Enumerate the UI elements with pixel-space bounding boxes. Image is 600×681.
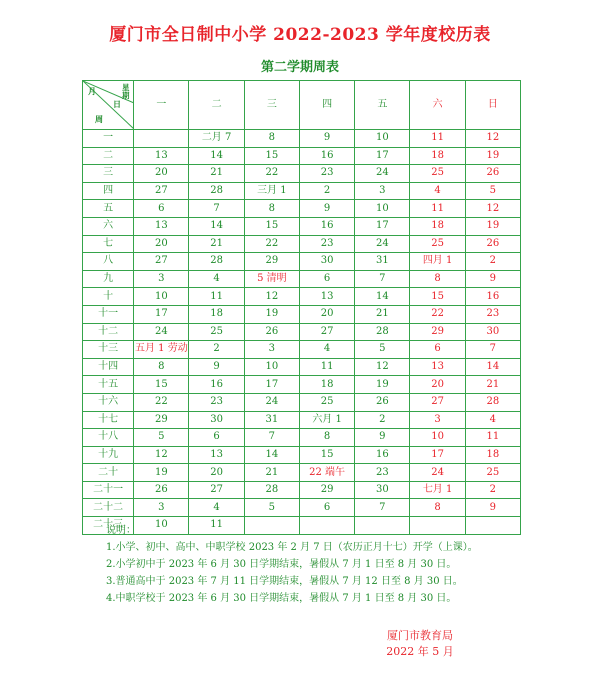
day-cell: 27: [189, 481, 244, 499]
day-cell: 16: [299, 217, 354, 235]
day-cell: 5: [465, 182, 520, 200]
day-cell: 13: [189, 446, 244, 464]
day-cell: 5: [134, 429, 189, 447]
day-cell: 三月 1: [244, 182, 299, 200]
day-cell: 11: [410, 200, 465, 218]
week-row: [83, 235, 521, 253]
day-cell: 七月 1: [410, 481, 465, 499]
week-number-cell: 十七: [83, 411, 134, 429]
day-cell: 8: [299, 429, 354, 447]
day-cell: 23: [299, 235, 354, 253]
day-cell: 21: [189, 165, 244, 183]
day-cell: 24: [355, 235, 410, 253]
day-cell: 10: [355, 130, 410, 148]
day-cell: 5 清明: [244, 270, 299, 288]
week-row: [83, 411, 521, 429]
week-row: [83, 376, 521, 394]
day-cell: 14: [355, 288, 410, 306]
day-cell: 5: [355, 341, 410, 359]
day-cell: 29: [410, 323, 465, 341]
weekday-header-sun: 日: [465, 81, 520, 130]
weekday-header-wed: 三: [244, 81, 299, 130]
day-cell: 28: [355, 323, 410, 341]
day-cell: 8: [134, 358, 189, 376]
notes-heading: 说明：: [106, 525, 136, 536]
day-cell: 17: [244, 376, 299, 394]
day-cell: 8: [410, 499, 465, 517]
day-cell: 4: [189, 270, 244, 288]
day-cell: 21: [465, 376, 520, 394]
day-cell: 9: [465, 270, 520, 288]
day-cell: 二月 7: [189, 130, 244, 148]
week-number-cell: 七: [83, 235, 134, 253]
day-cell: 25: [465, 464, 520, 482]
week-number-cell: 十: [83, 288, 134, 306]
week-row: [83, 182, 521, 200]
week-number-cell: 二十一: [83, 481, 134, 499]
week-number-cell: 十三: [83, 341, 134, 359]
day-cell: 26: [244, 323, 299, 341]
day-cell: 3: [134, 270, 189, 288]
day-cell: 22: [244, 235, 299, 253]
day-cell: 9: [465, 499, 520, 517]
day-cell: 15: [244, 217, 299, 235]
week-number-cell: 三: [83, 165, 134, 183]
calendar-header-row: [83, 81, 521, 130]
day-cell: 6: [299, 499, 354, 517]
week-row: [83, 341, 521, 359]
day-cell: 10: [355, 200, 410, 218]
day-cell: 18: [189, 305, 244, 323]
day-cell: 13: [299, 288, 354, 306]
week-number-cell: 四: [83, 182, 134, 200]
week-number-cell: 十四: [83, 358, 134, 376]
signature-date: 2022 年 5 月: [386, 645, 454, 658]
week-row: [83, 323, 521, 341]
day-cell: 19: [465, 217, 520, 235]
note-item: 1.小学、初中、高中、中职学校 2023 年 2 月 7 日（农历正月十七）开学（上课）。: [106, 542, 478, 553]
corner-label-month: 月: [88, 86, 96, 96]
week-row: [83, 429, 521, 447]
week-row: [83, 253, 521, 271]
day-cell: 16: [465, 288, 520, 306]
week-number-cell: 十八: [83, 429, 134, 447]
day-cell: 22: [410, 305, 465, 323]
day-cell: 7: [189, 200, 244, 218]
day-cell: 18: [299, 376, 354, 394]
day-cell: 20: [189, 464, 244, 482]
day-cell: 10: [410, 429, 465, 447]
page-title: 厦门市全日制中小学 2022-2023 学年度校历表: [109, 25, 491, 45]
week-row: [83, 147, 521, 165]
day-cell: 16: [355, 446, 410, 464]
day-cell: 16: [299, 147, 354, 165]
week-row: [83, 358, 521, 376]
week-number-cell: 八: [83, 253, 134, 271]
day-cell: 27: [299, 323, 354, 341]
day-cell: 24: [355, 165, 410, 183]
page-subtitle: 第二学期周表: [260, 60, 339, 75]
signature-org: 厦门市教育局: [387, 629, 453, 642]
day-cell: 10: [244, 358, 299, 376]
day-cell: 23: [299, 165, 354, 183]
week-row: [83, 481, 521, 499]
day-cell: 9: [355, 429, 410, 447]
day-cell: 19: [355, 376, 410, 394]
day-cell: 14: [189, 217, 244, 235]
note-item: 3.普通高中于 2023 年 7 月 11 日学期结束，暑假从 7 月 12 日至 8 月 30 日。: [106, 576, 463, 587]
day-cell: 30: [189, 411, 244, 429]
weekday-header-fri: 五: [355, 81, 410, 130]
day-cell: 31: [244, 411, 299, 429]
calendar-body: [83, 130, 521, 535]
day-cell: 28: [189, 253, 244, 271]
week-row: [83, 393, 521, 411]
day-cell: 4: [465, 411, 520, 429]
day-cell: 12: [244, 288, 299, 306]
week-number-cell: 二十: [83, 464, 134, 482]
day-cell: 24: [244, 393, 299, 411]
day-cell: 2: [465, 253, 520, 271]
day-cell: 2: [189, 341, 244, 359]
day-cell: 六月 1: [299, 411, 354, 429]
day-cell: [134, 130, 189, 148]
day-cell: 12: [465, 130, 520, 148]
day-cell: 3: [355, 182, 410, 200]
day-cell: 25: [410, 235, 465, 253]
week-number-cell: 十六: [83, 393, 134, 411]
week-row: [83, 305, 521, 323]
day-cell: 3: [410, 411, 465, 429]
day-cell: 22: [134, 393, 189, 411]
day-cell: 28: [189, 182, 244, 200]
day-cell: 14: [244, 446, 299, 464]
note-item: 4.中职学校于 2023 年 6 月 30 日学期结束，暑假从 7 月 1 日至 8 月 30 日。: [106, 593, 457, 604]
day-cell: 17: [410, 446, 465, 464]
day-cell: 五月 1 劳动: [134, 341, 189, 359]
day-cell: 6: [410, 341, 465, 359]
day-cell: 19: [244, 305, 299, 323]
weekday-header-mon: 一: [134, 81, 189, 130]
day-cell: 26: [355, 393, 410, 411]
day-cell: 23: [465, 305, 520, 323]
day-cell: 14: [189, 147, 244, 165]
notes-section: [106, 522, 576, 607]
day-cell: 27: [410, 393, 465, 411]
day-cell: 5: [244, 499, 299, 517]
day-cell: 11: [189, 288, 244, 306]
day-cell: 12: [355, 358, 410, 376]
day-cell: 13: [134, 217, 189, 235]
day-cell: 22 端午: [299, 464, 354, 482]
day-cell: 9: [189, 358, 244, 376]
day-cell: 25: [299, 393, 354, 411]
weekday-header-tue: 二: [189, 81, 244, 130]
day-cell: 20: [410, 376, 465, 394]
week-number-cell: 二十三: [83, 517, 134, 535]
day-cell: 6: [299, 270, 354, 288]
day-cell: 22: [244, 165, 299, 183]
day-cell: 21: [244, 464, 299, 482]
day-cell: 27: [134, 182, 189, 200]
day-cell: 21: [355, 305, 410, 323]
day-cell: 4: [189, 499, 244, 517]
day-cell: 6: [189, 429, 244, 447]
week-row: [83, 270, 521, 288]
day-cell: 10: [134, 288, 189, 306]
day-cell: 15: [244, 147, 299, 165]
day-cell: 23: [355, 464, 410, 482]
day-cell: 13: [134, 147, 189, 165]
day-cell: 28: [465, 393, 520, 411]
day-cell: 20: [299, 305, 354, 323]
week-number-cell: 五: [83, 200, 134, 218]
day-cell: 13: [410, 358, 465, 376]
day-cell: 4: [410, 182, 465, 200]
week-number-cell: 二: [83, 147, 134, 165]
day-cell: 11: [465, 429, 520, 447]
week-number-cell: 六: [83, 217, 134, 235]
week-row: [83, 499, 521, 517]
day-cell: 12: [465, 200, 520, 218]
day-cell: 20: [134, 165, 189, 183]
week-row: [83, 288, 521, 306]
day-cell: 26: [134, 481, 189, 499]
day-cell: 9: [299, 200, 354, 218]
day-cell: 2: [299, 182, 354, 200]
day-cell: 19: [134, 464, 189, 482]
day-cell: 8: [244, 130, 299, 148]
day-cell: 20: [134, 235, 189, 253]
day-cell: 14: [465, 358, 520, 376]
calendar-table: [82, 80, 521, 535]
week-row: [83, 217, 521, 235]
day-cell: 17: [355, 147, 410, 165]
day-cell: 25: [410, 165, 465, 183]
day-cell: 19: [465, 147, 520, 165]
week-number-cell: 一: [83, 130, 134, 148]
corner-label-day: 日: [113, 99, 121, 109]
day-cell: 10: [134, 517, 189, 535]
week-row: [83, 446, 521, 464]
day-cell: 29: [244, 253, 299, 271]
day-cell: 26: [465, 165, 520, 183]
day-cell: 7: [244, 429, 299, 447]
day-cell: 9: [299, 130, 354, 148]
day-cell: 四月 1: [410, 253, 465, 271]
day-cell: 7: [355, 499, 410, 517]
week-number-cell: 十五: [83, 376, 134, 394]
day-cell: 15: [299, 446, 354, 464]
day-cell: 30: [465, 323, 520, 341]
day-cell: 30: [355, 481, 410, 499]
day-cell: 8: [244, 200, 299, 218]
day-cell: 7: [465, 341, 520, 359]
day-cell: 18: [410, 217, 465, 235]
week-row: [83, 464, 521, 482]
week-row: [83, 200, 521, 218]
day-cell: 24: [134, 323, 189, 341]
week-number-cell: 十一: [83, 305, 134, 323]
day-cell: 2: [355, 411, 410, 429]
weekday-header-thu: 四: [299, 81, 354, 130]
day-cell: 25: [189, 323, 244, 341]
day-cell: 18: [465, 446, 520, 464]
day-cell: 26: [465, 235, 520, 253]
corner-label-week: 周: [95, 114, 103, 124]
day-cell: 4: [299, 341, 354, 359]
day-cell: 8: [410, 270, 465, 288]
weekday-header-sat: 六: [410, 81, 465, 130]
day-cell: 23: [189, 393, 244, 411]
day-cell: 29: [299, 481, 354, 499]
day-cell: 24: [410, 464, 465, 482]
signature-block: [360, 628, 480, 660]
day-cell: 17: [355, 217, 410, 235]
day-cell: 31: [355, 253, 410, 271]
day-cell: 2: [465, 481, 520, 499]
week-number-cell: 十九: [83, 446, 134, 464]
day-cell: 28: [244, 481, 299, 499]
note-item: 2.小学初中于 2023 年 6 月 30 日学期结束，暑假从 7 月 1 日至 8 月 30 日。: [106, 559, 457, 570]
week-row: [83, 130, 521, 148]
day-cell: 7: [355, 270, 410, 288]
day-cell: 3: [134, 499, 189, 517]
day-cell: 16: [189, 376, 244, 394]
day-cell: 6: [134, 200, 189, 218]
day-cell: 27: [134, 253, 189, 271]
day-cell: 11: [410, 130, 465, 148]
day-cell: 30: [299, 253, 354, 271]
day-cell: 17: [134, 305, 189, 323]
day-cell: 12: [134, 446, 189, 464]
calendar-corner-cell: [83, 81, 134, 130]
day-cell: 11: [299, 358, 354, 376]
week-row: [83, 165, 521, 183]
day-cell: 15: [410, 288, 465, 306]
day-cell: 11: [189, 517, 244, 535]
day-cell: 18: [410, 147, 465, 165]
week-number-cell: 二十二: [83, 499, 134, 517]
day-cell: 15: [134, 376, 189, 394]
day-cell: 21: [189, 235, 244, 253]
day-cell: 3: [244, 341, 299, 359]
day-cell: 29: [134, 411, 189, 429]
week-number-cell: 十二: [83, 323, 134, 341]
corner-label-weekday: 星期: [121, 83, 130, 100]
week-number-cell: 九: [83, 270, 134, 288]
